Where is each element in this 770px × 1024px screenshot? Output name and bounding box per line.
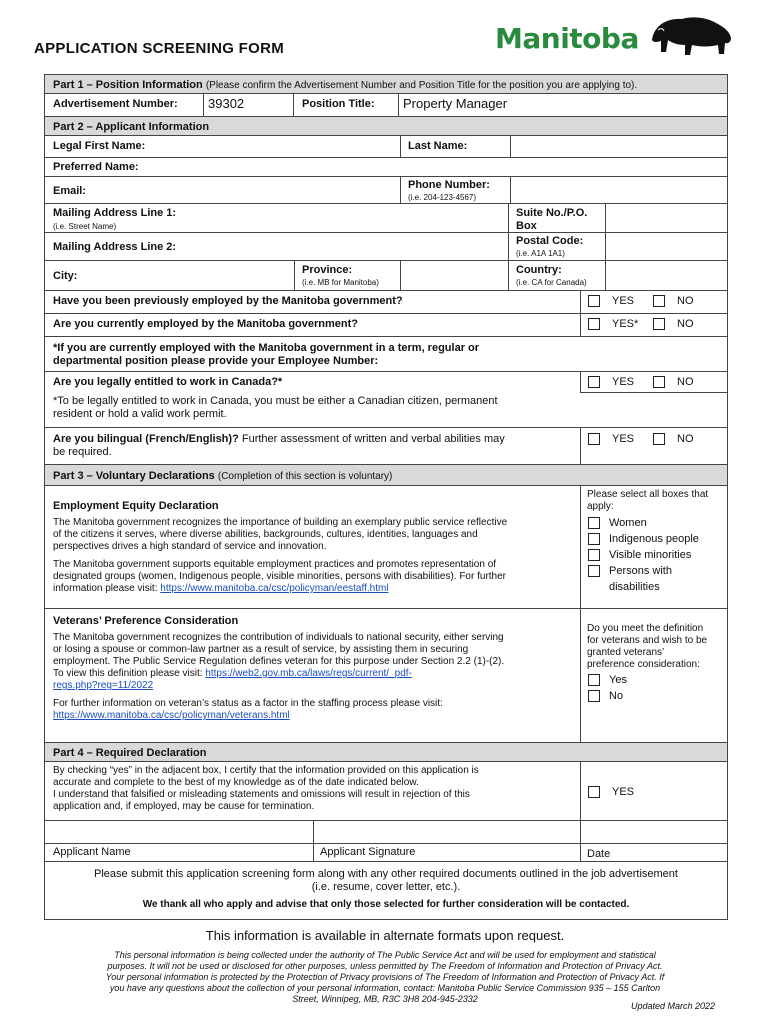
mailing-address-2-label: Mailing Address Line 2: (53, 241, 177, 253)
persons-disabilities-label: Persons with disabilities (609, 565, 672, 593)
veterans-no-checkbox[interactable] (588, 690, 600, 702)
legally-entitled-note: *To be legally entitled to work in Canada, you must be either a Canadian citizen, permanent resident or hold a valid work permit. (53, 395, 498, 420)
employment-equity-text: The Manitoba government recognizes the importance of building an exemplary public service reflective of the citizens it serves, where diverse abilities, backgrounds, cultures, identities, languages and perspectives drives a high standard of service and innovation. The Manitoba government supports equitable employment practices and promotes representation of designated groups (women, Indigenous people, visible minorities, persons with disabilities). For further information please visit: https://www.manitoba.ca/csc/policyman/eestaff.html (53, 517, 508, 594)
province-label: Province: (302, 264, 353, 276)
veterans-no-label: No (609, 690, 624, 702)
women-checkbox[interactable] (588, 517, 600, 529)
form-title: APPLICATION SCREENING FORM (34, 40, 285, 57)
phone-field[interactable] (511, 177, 726, 203)
city-label: City: (53, 270, 78, 282)
city-field[interactable] (200, 261, 294, 290)
veterans-text: The Manitoba government recognizes the contribution of individuals to national security, either serving or losing a spouse or common-law partner as a result of service, by assisting them in securing employment. The Public Service Regulation defines veteran for this purpose under Section 2.2 (1)-(2). To view this definition please visit: https://web2.gov.mb.ca/laws/regs/current/_pdf- regs.php?reg=11/2022 For further information on veteran’s status as a factor in the staffing process please visit: https://www.manitoba.ca/csc/policyman/veterans.html (53, 632, 505, 721)
suite-field[interactable] (606, 204, 726, 232)
country-field[interactable] (606, 261, 726, 290)
logo-wordmark: Manitoba (495, 22, 639, 55)
postal-code-hint: (i.e. A1A 1A1) (516, 249, 565, 258)
declaration-yes-checkbox[interactable] (588, 786, 600, 798)
privacy-notice: This personal information is being collected under the authority of The Public Service Act and will be used for employment and statistical purposes. It will not be used or disclosed for other purposes, unless permitted by The Freedom of Information and Protection of Privacy Act. Your personal information is protected by the Protection of Privacy provisions of The Freedom of Information and Protection of Privacy Act. If you have any questions about the collection of your personal information, contact: Manitoba Public Service Commission 935 – 155 Carlton Street, Winnipeg, MB, R3C 3H8 204-945-2332 (105, 950, 665, 1004)
indigenous-label: Indigenous people (609, 533, 699, 545)
select-all-instructions: Please select all boxes that apply: (587, 489, 709, 512)
visible-minorities-checkbox[interactable] (588, 549, 600, 561)
currently-employed-no-checkbox[interactable] (653, 318, 665, 330)
previously-employed-no-label: NO (677, 295, 694, 307)
suite-label: Suite No./P.O. Box (516, 207, 588, 232)
mailing-address-1-label: Mailing Address Line 1: (53, 207, 177, 219)
veterans-yes-label: Yes (609, 674, 627, 686)
phone-hint: (i.e. 204-123-4567) (408, 193, 477, 202)
veterans-question: Do you meet the definition for veterans and wish to be granted veterans’ preference consideration: (587, 623, 708, 670)
question-legally-entitled: Are you legally entitled to work in Canada?* (53, 376, 283, 388)
legally-entitled-yes-label: YES (612, 376, 635, 388)
mailing-address-1-field[interactable] (200, 204, 508, 232)
email-field[interactable] (200, 177, 400, 203)
email-label: Email: (53, 185, 87, 197)
thank-you-note: We thank all who apply and advise that only those selected for further consideration will be contacted. (142, 899, 630, 910)
previously-employed-no-checkbox[interactable] (653, 295, 665, 307)
question-previously-employed: Have you been previously employed by the Manitoba government? (53, 295, 403, 307)
province-hint: (i.e. MB for Manitoba) (302, 278, 379, 287)
visible-minorities-label: Visible minorities (609, 549, 692, 561)
position-title-field[interactable] (399, 94, 726, 116)
applicant-name-field[interactable] (45, 821, 313, 843)
indigenous-checkbox[interactable] (588, 533, 600, 545)
phone-label: Phone Number: (408, 179, 490, 191)
bilingual-no-label: NO (677, 433, 694, 445)
veterans-link[interactable]: https://www.manitoba.ca/csc/policyman/veterans.html (53, 710, 290, 721)
preferred-name-field[interactable] (200, 158, 726, 176)
part4-header: Part 4 – Required Declaration (53, 747, 207, 759)
date-label: Date (587, 848, 611, 860)
country-hint: (i.e. CA for Canada) (516, 278, 587, 287)
legal-first-name-field[interactable] (200, 136, 400, 157)
applicant-signature-field[interactable] (314, 821, 580, 843)
ad-number-field[interactable] (203, 94, 294, 116)
declaration-yes-label: YES (612, 786, 635, 798)
previously-employed-yes-checkbox[interactable] (588, 295, 600, 307)
part1-header: Part 1 – Position Information (Please confirm the Advertisement Number and Position Title for the position you are applying to). (53, 79, 638, 91)
bison-icon (648, 14, 734, 58)
employee-number-note: *If you are currently employed with the Manitoba government in a term, regular or departmental position please provide your Employee Number: (53, 342, 480, 367)
submit-instructions: Please submit this application screening form along with any other required documents outlined in the job advertisement (i.e. resume, cover letter, etc.). (94, 868, 678, 893)
position-title-label: Position Title: (302, 98, 375, 110)
question-bilingual: Are you bilingual (French/English)? Further assessment of written and verbal abilities may be required. (53, 433, 505, 458)
part3-header: Part 3 – Voluntary Declarations (Completion of this section is voluntary) (53, 470, 393, 482)
regs-link-cont[interactable]: regs.php?reg=11/2022 (53, 680, 154, 691)
date-field[interactable] (581, 821, 726, 843)
last-name-label: Last Name: (408, 140, 468, 152)
question-currently-employed: Are you currently employed by the Manitoba government? (53, 318, 358, 330)
preferred-name-label: Preferred Name: (53, 161, 139, 173)
position-title-value: Property Manager (403, 96, 508, 111)
alternate-formats-note: This information is available in alternate formats upon request. (205, 928, 565, 943)
women-label: Women (609, 517, 647, 529)
last-name-field[interactable] (511, 136, 726, 157)
eestaff-link[interactable]: https://www.manitoba.ca/csc/policyman/eestaff.html (160, 583, 389, 594)
mailing-address-2-field[interactable] (200, 233, 508, 260)
employment-equity-title: Employment Equity Declaration (53, 500, 219, 512)
currently-employed-yes-checkbox[interactable] (588, 318, 600, 330)
province-field[interactable] (401, 261, 508, 290)
postal-code-label: Postal Code: (516, 235, 584, 247)
part2-header: Part 2 – Applicant Information (53, 121, 210, 133)
applicant-name-label: Applicant Name (53, 846, 131, 858)
ad-number-label: Advertisement Number: (53, 98, 178, 110)
persons-disabilities-checkbox[interactable] (588, 565, 600, 577)
mailing-address-1-hint: (i.e. Street Name) (53, 222, 117, 231)
bilingual-yes-label: YES (612, 433, 635, 445)
legally-entitled-yes-checkbox[interactable] (588, 376, 600, 388)
applicant-signature-label: Applicant Signature (320, 846, 416, 858)
country-label: Country: (516, 264, 562, 276)
veterans-yes-checkbox[interactable] (588, 674, 600, 686)
declaration-text: By checking “yes” in the adjacent box, I certify that the information provided on this application is accurate and complete to the best of my knowledge as of the date indicated below. I understand that falsified or misleading statements and omissions will result in rejection of this application and, if employed, may be cause for termination. (53, 765, 479, 812)
currently-employed-yes-label: YES* (612, 318, 639, 330)
legally-entitled-no-checkbox[interactable] (653, 376, 665, 388)
postal-code-field[interactable] (606, 233, 726, 260)
regs-link[interactable]: https://web2.gov.mb.ca/laws/regs/current/_pdf- (205, 668, 412, 679)
previously-employed-yes-label: YES (612, 295, 635, 307)
currently-employed-no-label: NO (677, 318, 694, 330)
ad-number-value: 39302 (208, 96, 245, 111)
manitoba-logo (495, 14, 735, 60)
bilingual-no-checkbox[interactable] (653, 433, 665, 445)
bilingual-yes-checkbox[interactable] (588, 433, 600, 445)
legally-entitled-no-label: NO (677, 376, 694, 388)
updated-date: Updated March 2022 (631, 1001, 716, 1011)
legal-first-name-label: Legal First Name: (53, 140, 146, 152)
veterans-title: Veterans’ Preference Consideration (53, 615, 239, 627)
